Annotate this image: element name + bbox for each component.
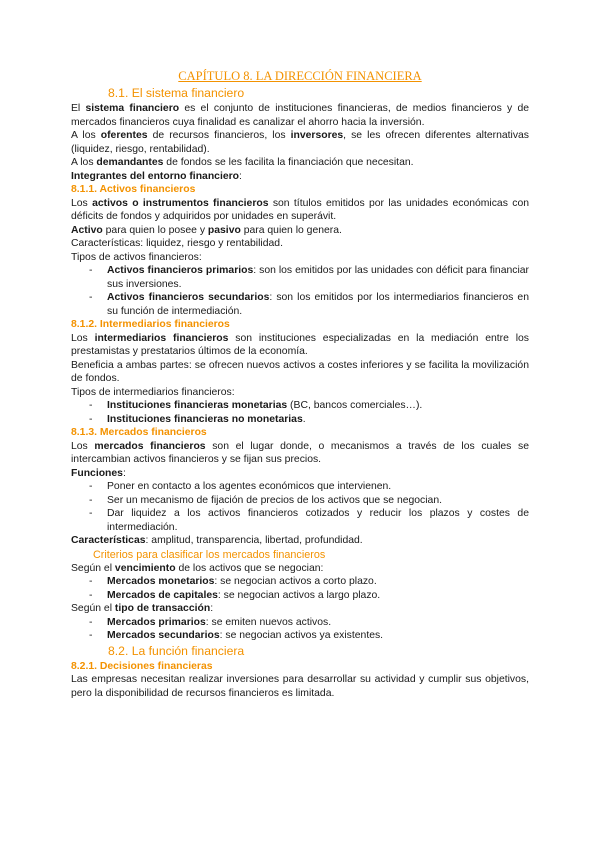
list-tipos-activos	[71, 264, 529, 318]
list-item: - Dar liquidez a los activos financieros cotizados y reducir los plazos y costes de intermediación.	[71, 507, 529, 534]
chapter-title: CAPÍTULO 8. LA DIRECCIÓN FINANCIERA	[178, 69, 422, 83]
section-heading-8-2: 8.2. La función financiera	[108, 643, 245, 658]
paragraph-beneficia: Beneficia a ambas partes: se ofrecen nuevos activos a costes inferiores y se facilita la movilización de fondos.	[71, 359, 529, 384]
paragraph-oferentes: A los oferentes de recursos financieros, los inversores, se les ofrecen diferentes alternativas (liquidez, riesgo, rentabilidad).	[71, 130, 529, 155]
paragraph-tipos-activos: Tipos de activos financieros:	[71, 251, 202, 263]
paragraph-caracteristicas: Características: liquidez, riesgo y rentabilidad.	[71, 238, 283, 249]
paragraph-activos-def: Los activos o instrumentos financieros son títulos emitidos por las unidades económicas con déficits de fondos y adquiridos por unidades en superávit.	[71, 197, 529, 222]
paragraph-transaccion: Según el tipo de transacción:	[71, 603, 214, 614]
list-item: - Mercados secundarios: se negocian activos ya existentes.	[71, 629, 529, 643]
criterios-heading: Criterios para clasificar los mercados financieros	[93, 548, 326, 561]
list-vencimiento	[71, 575, 529, 602]
paragraph-funciones-label: Funciones:	[71, 467, 126, 479]
list-item: - Activos financieros primarios: son los emitidos por las unidades con déficit para financiar sus inversiones.	[71, 264, 529, 291]
paragraph-integrantes: Integrantes del entorno financiero:	[71, 170, 242, 182]
paragraph-tipos-intermediarios: Tipos de intermediarios financieros:	[71, 386, 235, 398]
subsection-heading-8-1-1: 8.1.1. Activos financieros	[71, 184, 196, 195]
list-item: - Mercados de capitales: se negocian activos a largo plazo.	[71, 589, 529, 603]
list-item: - Instituciones financieras no monetarias.	[71, 413, 529, 427]
list-item: - Mercados monetarios: se negocian activos a corto plazo.	[71, 575, 529, 589]
list-item: - Activos financieros secundarios: son los emitidos por los intermediarios financieros en su función de intermediación.	[71, 291, 529, 318]
document-page	[71, 68, 529, 700]
subsection-heading-8-1-3: 8.1.3. Mercados financieros	[71, 427, 207, 438]
paragraph-caracteristicas-mercados: Características: amplitud, transparencia, libertad, profundidad.	[71, 535, 363, 546]
list-item: - Ser un mecanismo de fijación de precios de los activos que se negocian.	[71, 494, 529, 508]
paragraph-sistema-financiero: El sistema financiero es el conjunto de instituciones financieras, de medios financieros y de mercados financieros cuya finalidad es canalizar el ahorro hacia la inversión.	[71, 103, 529, 128]
list-funciones	[71, 480, 529, 534]
paragraph-intermediarios-def: Los intermediarios financieros son instituciones especializadas en la mediación entre los prestamistas y prestatarios últimos de la economía.	[71, 332, 529, 357]
list-tipos-intermediarios	[71, 399, 529, 426]
paragraph-activo-pasivo: Activo para quien lo posee y pasivo para quien lo genera.	[71, 224, 342, 236]
section-heading-8-1: 8.1. El sistema financiero	[108, 86, 245, 100]
paragraph-decisiones: Las empresas necesitan realizar inversiones para desarrollar su actividad y cumplir sus objetivos, pero la disponibilidad de recursos financieros es limitada.	[71, 674, 529, 699]
list-transaccion	[71, 616, 529, 643]
paragraph-mercados-def: Los mercados financieros son el lugar donde, o mecanismos a través de los cuales se intercambian activos financieros y se fijan sus precios.	[71, 440, 529, 465]
paragraph-demandantes: A los demandantes de fondos se les facilita la financiación que necesitan.	[71, 157, 414, 168]
subsection-heading-8-2-1: 8.2.1. Decisiones financieras	[71, 660, 213, 672]
list-item: - Instituciones financieras monetarias (BC, bancos comerciales…).	[71, 399, 529, 413]
paragraph-vencimiento: Según el vencimiento de los activos que se negocian:	[71, 562, 324, 574]
list-item: - Poner en contacto a los agentes económicos que intervienen.	[71, 480, 529, 494]
subsection-heading-8-1-2: 8.1.2. Intermediarios financieros	[71, 319, 230, 330]
list-item: - Mercados primarios: se emiten nuevos activos.	[71, 616, 529, 630]
